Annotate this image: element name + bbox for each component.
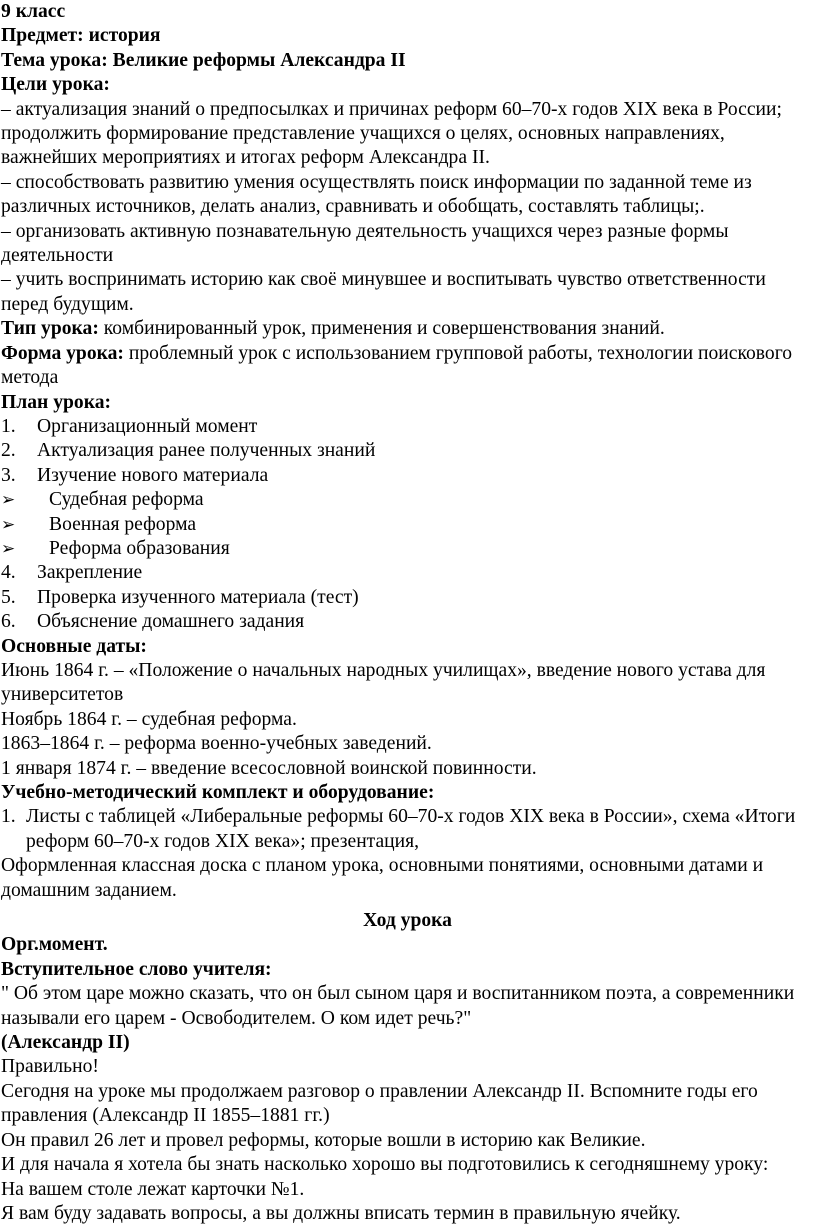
plan-item: 1. Организационный момент bbox=[1, 415, 258, 437]
plan-item: 2. Актуализация ранее полученных знаний bbox=[1, 440, 376, 462]
lesson-type-label: Тип урока: bbox=[1, 318, 99, 340]
dates-label: Основные даты: bbox=[1, 635, 147, 657]
plan-item: 4. Закрепление bbox=[1, 562, 143, 584]
plan-item: 3. Изучение нового материала bbox=[1, 464, 269, 486]
paragraph: На вашем столе лежат карточки №1. bbox=[1, 1178, 305, 1200]
lesson-form: проблемный урок с использованием групповой работы, технологии поискового метода bbox=[1, 342, 793, 389]
arrow-bullet-icon: ➢ bbox=[1, 490, 16, 510]
goal-item: – организовать активную познавательную деятельность учащихся через разные формы деятельности bbox=[1, 220, 729, 267]
goal-item: – способствовать развитию умения осуществлять поиск информации по заданной теме из различных источников, делать анализ, сравнивать и обобщать, составлять таблицы;. bbox=[1, 171, 752, 218]
org-moment: Орг.момент. bbox=[1, 934, 108, 956]
equipment-label: Учебно-методический комплект и оборудование: bbox=[1, 782, 435, 803]
lesson-form-label: Форма урока: bbox=[1, 342, 124, 364]
paragraph: Правильно! bbox=[1, 1056, 99, 1078]
arrow-bullet-icon: ➢ bbox=[1, 514, 16, 534]
subject: история bbox=[88, 25, 161, 47]
lesson-type: комбинированный урок, применения и совершенствования знаний. bbox=[103, 318, 665, 340]
equipment-item: 1. Листы с таблицей «Либеральные реформы 60–70-х годов XIX века в России», схема «Итоги реформ 60–70-х годов XIX века»; презентация, bbox=[1, 806, 796, 852]
plan-item: 6. Объяснение домашнего задания bbox=[1, 611, 305, 633]
paragraph: И для начала я хотела бы знать насколько хорошо вы подготовились к сегодняшнему уроку: bbox=[1, 1154, 769, 1176]
plan-item: 5. Проверка изученного материала (тест) bbox=[1, 586, 359, 608]
teacher-quote: " Об этом царе можно сказать, что он был сыном царя и воспитанником поэта, а современники называли его царем - Освободителем. О ком идет речь?" bbox=[1, 983, 795, 1029]
plan-subitem: ➢ Судебная реформа bbox=[1, 488, 814, 512]
topic: Великие реформы Александра II bbox=[112, 49, 406, 71]
plan-subitem: ➢ Военная реформа bbox=[1, 513, 814, 537]
date-item: Ноябрь 1864 г. – судебная реформа. bbox=[1, 708, 297, 730]
goals-label: Цели урока: bbox=[1, 74, 110, 96]
course-title: Ход урока bbox=[363, 910, 452, 932]
date-item: 1863–1864 г. – реформа военно-учебных заведений. bbox=[1, 733, 432, 755]
goal-item: – актуализация знаний о предпосылках и причинах реформ 60–70-х годов XIX века в России; продолжить формирование представление учащихся о целях, основных направлениях, важнейших мероприятиях и итогах реформ Александра II. bbox=[1, 98, 782, 169]
answer: (Александр II) bbox=[1, 1032, 130, 1054]
paragraph: Он правил 26 лет и провел реформы, которые вошли в историю как Великие. bbox=[1, 1129, 646, 1151]
topic-label: Тема урока: bbox=[1, 49, 108, 71]
date-item: 1 января 1874 г. – введение всесословной воинской повинности. bbox=[1, 757, 537, 779]
paragraph: Я вам буду задавать вопросы, а вы должны вписать термин в правильную ячейку. bbox=[1, 1202, 681, 1224]
arrow-bullet-icon: ➢ bbox=[1, 538, 16, 558]
equipment-extra: Оформленная классная доска с планом урока, основными понятиями, основными датами и домашним заданием. bbox=[1, 855, 764, 901]
paragraph: Сегодня на уроке мы продолжаем разговор о правлении Александр II. Вспомните годы его правления (Александр II 1855–1881 гг.) bbox=[1, 1080, 758, 1127]
plan-subitem: ➢ Реформа образования bbox=[1, 537, 814, 561]
intro-label: Вступительное слово учителя: bbox=[1, 958, 272, 980]
plan-label: План урока: bbox=[1, 391, 112, 413]
subject-label: Предмет: bbox=[1, 25, 84, 47]
goal-item: – учить воспринимать историю как своё минувшее и воспитывать чувство ответственности перед будущим. bbox=[1, 269, 766, 315]
grade: 9 класс bbox=[1, 1, 66, 22]
date-item: Июнь 1864 г. – «Положение о начальных народных училищах», введение нового устава для университетов bbox=[1, 659, 766, 706]
